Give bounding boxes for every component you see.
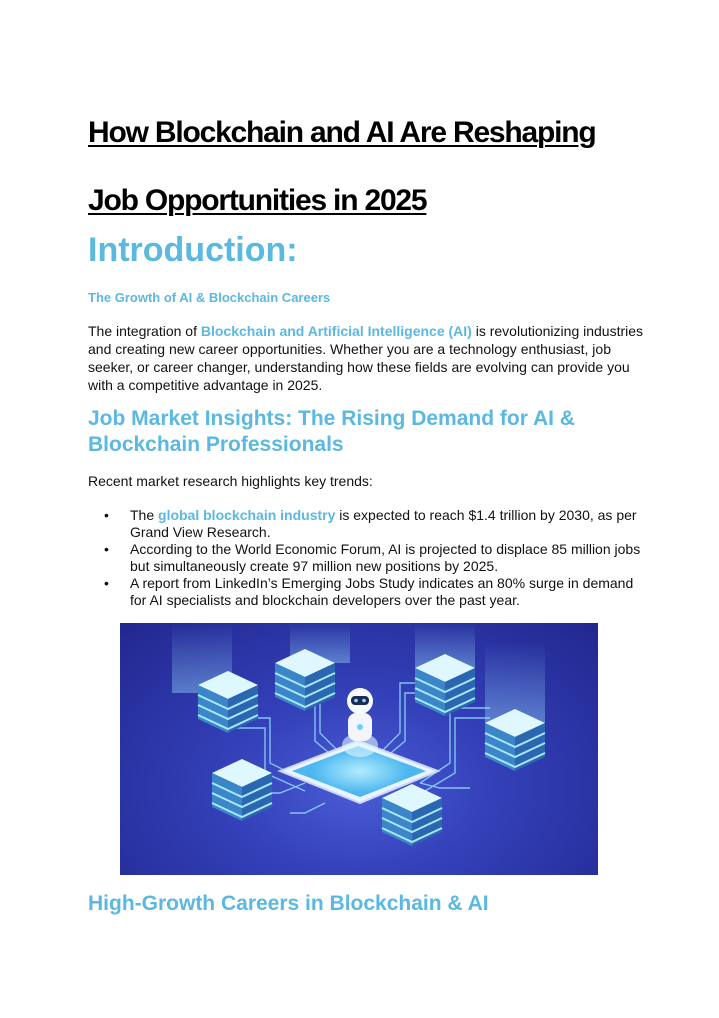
list-item [104,575,644,609]
list-item [104,507,644,541]
job-market-heading: Job Market Insights: The Rising Demand for AI & Blockchain Professionals [88,407,575,456]
bullet-text-end: is expected to reach $1.4 trillion by 2030, as per Grand View Research. [130,507,637,540]
paragraph-text-end: is revolutionizing industries and creating new career opportunities. Whether you are a technology enthusiast, job seeker, or career changer, understanding how these fields are evolving can provide you with a competitive advantage in 2025. [88,323,644,393]
introduction-subheading: The Growth of AI & Blockchain Careers [88,290,331,305]
bullet-text-start: The [130,507,159,523]
introduction-heading: Introduction: [88,231,298,269]
bullet-icon: • [104,541,109,557]
server-stack-icon [212,759,272,821]
bullet-icon: • [104,507,109,523]
highlight-link[interactable]: Blockchain and Artificial Intelligence (AI) [200,323,472,339]
introduction-paragraph [88,322,648,394]
server-stack-icon [382,784,442,846]
careers-heading: High-Growth Careers in Blockchain & AI [88,892,489,915]
highlight-link[interactable]: global blockchain industry [158,507,336,523]
bullet-text: According to the World Economic Forum, AI is projected to displace 85 million jobs but simultaneously create 97 million new positions by 2025. [130,541,641,574]
paragraph-text-start: The integration of [88,323,201,339]
job-market-lead: Recent market research highlights key trends: [88,473,373,489]
illustration-svg [120,623,598,875]
robot-icon [342,688,378,757]
bullet-text: A report from LinkedIn’s Emerging Jobs Study indicates an 80% surge in demand for AI specialists and blockchain developers over the past year. [130,575,634,608]
list-item [104,541,644,575]
blockchain-ai-illustration [120,623,598,875]
trend-list [104,507,644,609]
document-title-line-1: How Blockchain and AI Are Reshaping [88,116,596,149]
bullet-icon: • [104,575,109,591]
document-title-line-2: Job Opportunities in 2025 [88,184,427,217]
